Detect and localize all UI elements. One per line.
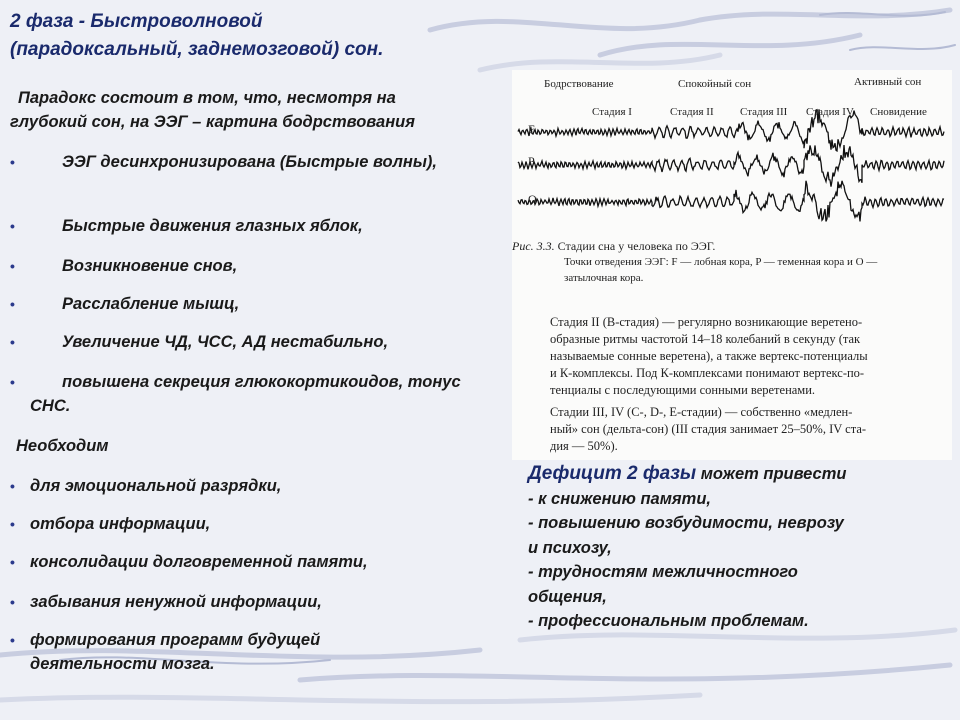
bullet-icon: •	[10, 594, 15, 610]
stage-3-4-description	[550, 404, 950, 455]
list-item	[10, 214, 510, 238]
caption-line-2: Точки отведения ЭЭГ: F — лобная кора, P — теменная кора и O —	[564, 256, 878, 268]
caption-title: Стадии сна у человека по ЭЭГ.	[557, 239, 716, 253]
label-wake: Бодрствование	[544, 78, 614, 90]
para-line: тенциалы с последующими сонными веретенами.	[550, 383, 816, 397]
deficit-block	[528, 462, 953, 634]
eeg-traces	[512, 70, 952, 235]
need-text: формирования программ будущей деятельности мозга.	[30, 631, 321, 673]
bullet-icon: •	[10, 296, 15, 312]
caption-number: Рис. 3.3.	[512, 239, 555, 253]
bullet-icon: •	[10, 258, 15, 274]
label-stage-4: Стадия IV	[806, 106, 854, 118]
intro-line-2: глубокий сон, на ЭЭГ – картина бодрствования	[10, 113, 415, 131]
eeg-trace-1	[518, 145, 944, 187]
deficit-line: - трудностям межличностного	[528, 563, 798, 581]
label-dreaming: Сновидение	[870, 106, 927, 118]
need-text: забывания ненужной информации,	[30, 593, 322, 611]
deficit-heading: Дефицит 2 фазы	[528, 463, 697, 484]
feature-text: Увеличение ЧД, ЧСС, АД нестабильно,	[62, 333, 389, 351]
eeg-trace-2	[518, 181, 944, 222]
need-text: отбора информации,	[30, 515, 211, 533]
deficit-line: общения,	[528, 587, 607, 606]
intro-line-1: Парадокс состоит в том, что, несмотря на	[18, 89, 396, 107]
intro-text	[10, 86, 510, 134]
feature-text: Возникновение снов,	[62, 257, 238, 275]
para-line: ный» сон (дельта-сон) (III стадия занимает 25–50%, IV ста-	[550, 422, 867, 436]
para-line: и К-комплексы. Под К-комплексами понимают вертекс-по-	[550, 366, 865, 380]
feature-text: повышена секреция глюкокортикоидов, тонус СНС.	[30, 373, 461, 415]
figure-caption	[512, 238, 952, 286]
bullet-icon: •	[10, 516, 15, 532]
deficit-line: - повышению возбудимости, неврозу	[528, 514, 844, 532]
label-stage-3: Стадия III	[740, 106, 788, 118]
bullet-icon: •	[10, 154, 15, 170]
bullet-icon: •	[10, 218, 15, 234]
list-item	[10, 150, 510, 174]
list-item	[10, 292, 510, 316]
title-line-2: (парадоксальный, заднемозговой) сон.	[10, 39, 384, 60]
list-item	[10, 474, 510, 498]
deficit-heading-rest: может привести	[696, 465, 847, 483]
list-item	[10, 512, 510, 536]
para-line: дия — 50%).	[550, 439, 618, 453]
page-title	[10, 8, 510, 64]
para-line: Стадия II (В-стадия) — регулярно возникающие веретено-	[550, 315, 863, 329]
need-heading: Необходим	[16, 437, 109, 455]
feature-text: Расслабление мышц,	[62, 295, 240, 313]
feature-text: ЭЭГ десинхронизирована (Быстрые волны),	[62, 153, 437, 171]
need-text: консолидации долговременной памяти,	[30, 553, 368, 571]
para-line: называемые сонные веретена), а также вертекс-потенциалы	[550, 349, 868, 363]
stage-2-description	[550, 314, 950, 399]
label-active-sleep: Активный сон	[854, 76, 922, 88]
eeg-figure	[512, 70, 952, 460]
deficit-line: - профессиональным проблемам.	[528, 612, 809, 630]
bullet-icon: •	[10, 374, 15, 390]
bullet-icon: •	[10, 554, 15, 570]
need-text: для эмоциональной разрядки,	[30, 477, 282, 495]
list-item	[10, 628, 510, 676]
feature-text: Быстрые движения глазных яблок,	[62, 217, 363, 235]
list-item	[10, 590, 510, 614]
caption-line-3: затылочная кора.	[564, 272, 644, 284]
channel-p: P	[528, 154, 535, 168]
label-quiet-sleep: Спокойный сон	[678, 78, 752, 90]
para-line: образные ритмы частотой 14–18 колебаний в секунду (так	[550, 332, 861, 346]
title-line-1: 2 фаза - Быстроволновой	[10, 11, 263, 32]
channel-o: O	[528, 192, 537, 206]
list-item	[10, 550, 510, 574]
list-item	[10, 330, 510, 354]
bullet-icon: •	[10, 478, 15, 494]
list-item	[10, 254, 510, 278]
channel-f: F	[528, 122, 535, 136]
deficit-line: - к снижению памяти,	[528, 489, 711, 508]
list-item	[10, 370, 510, 418]
deficit-line: и психозу,	[528, 538, 612, 557]
bullet-icon: •	[10, 334, 15, 350]
label-stage-2: Стадия II	[670, 106, 714, 118]
para-line: Стадии III, IV (С-, D-, Е-стадии) — собственно «медлен-	[550, 405, 853, 419]
bullet-icon: •	[10, 632, 15, 648]
label-stage-1: Стадия I	[592, 106, 632, 118]
